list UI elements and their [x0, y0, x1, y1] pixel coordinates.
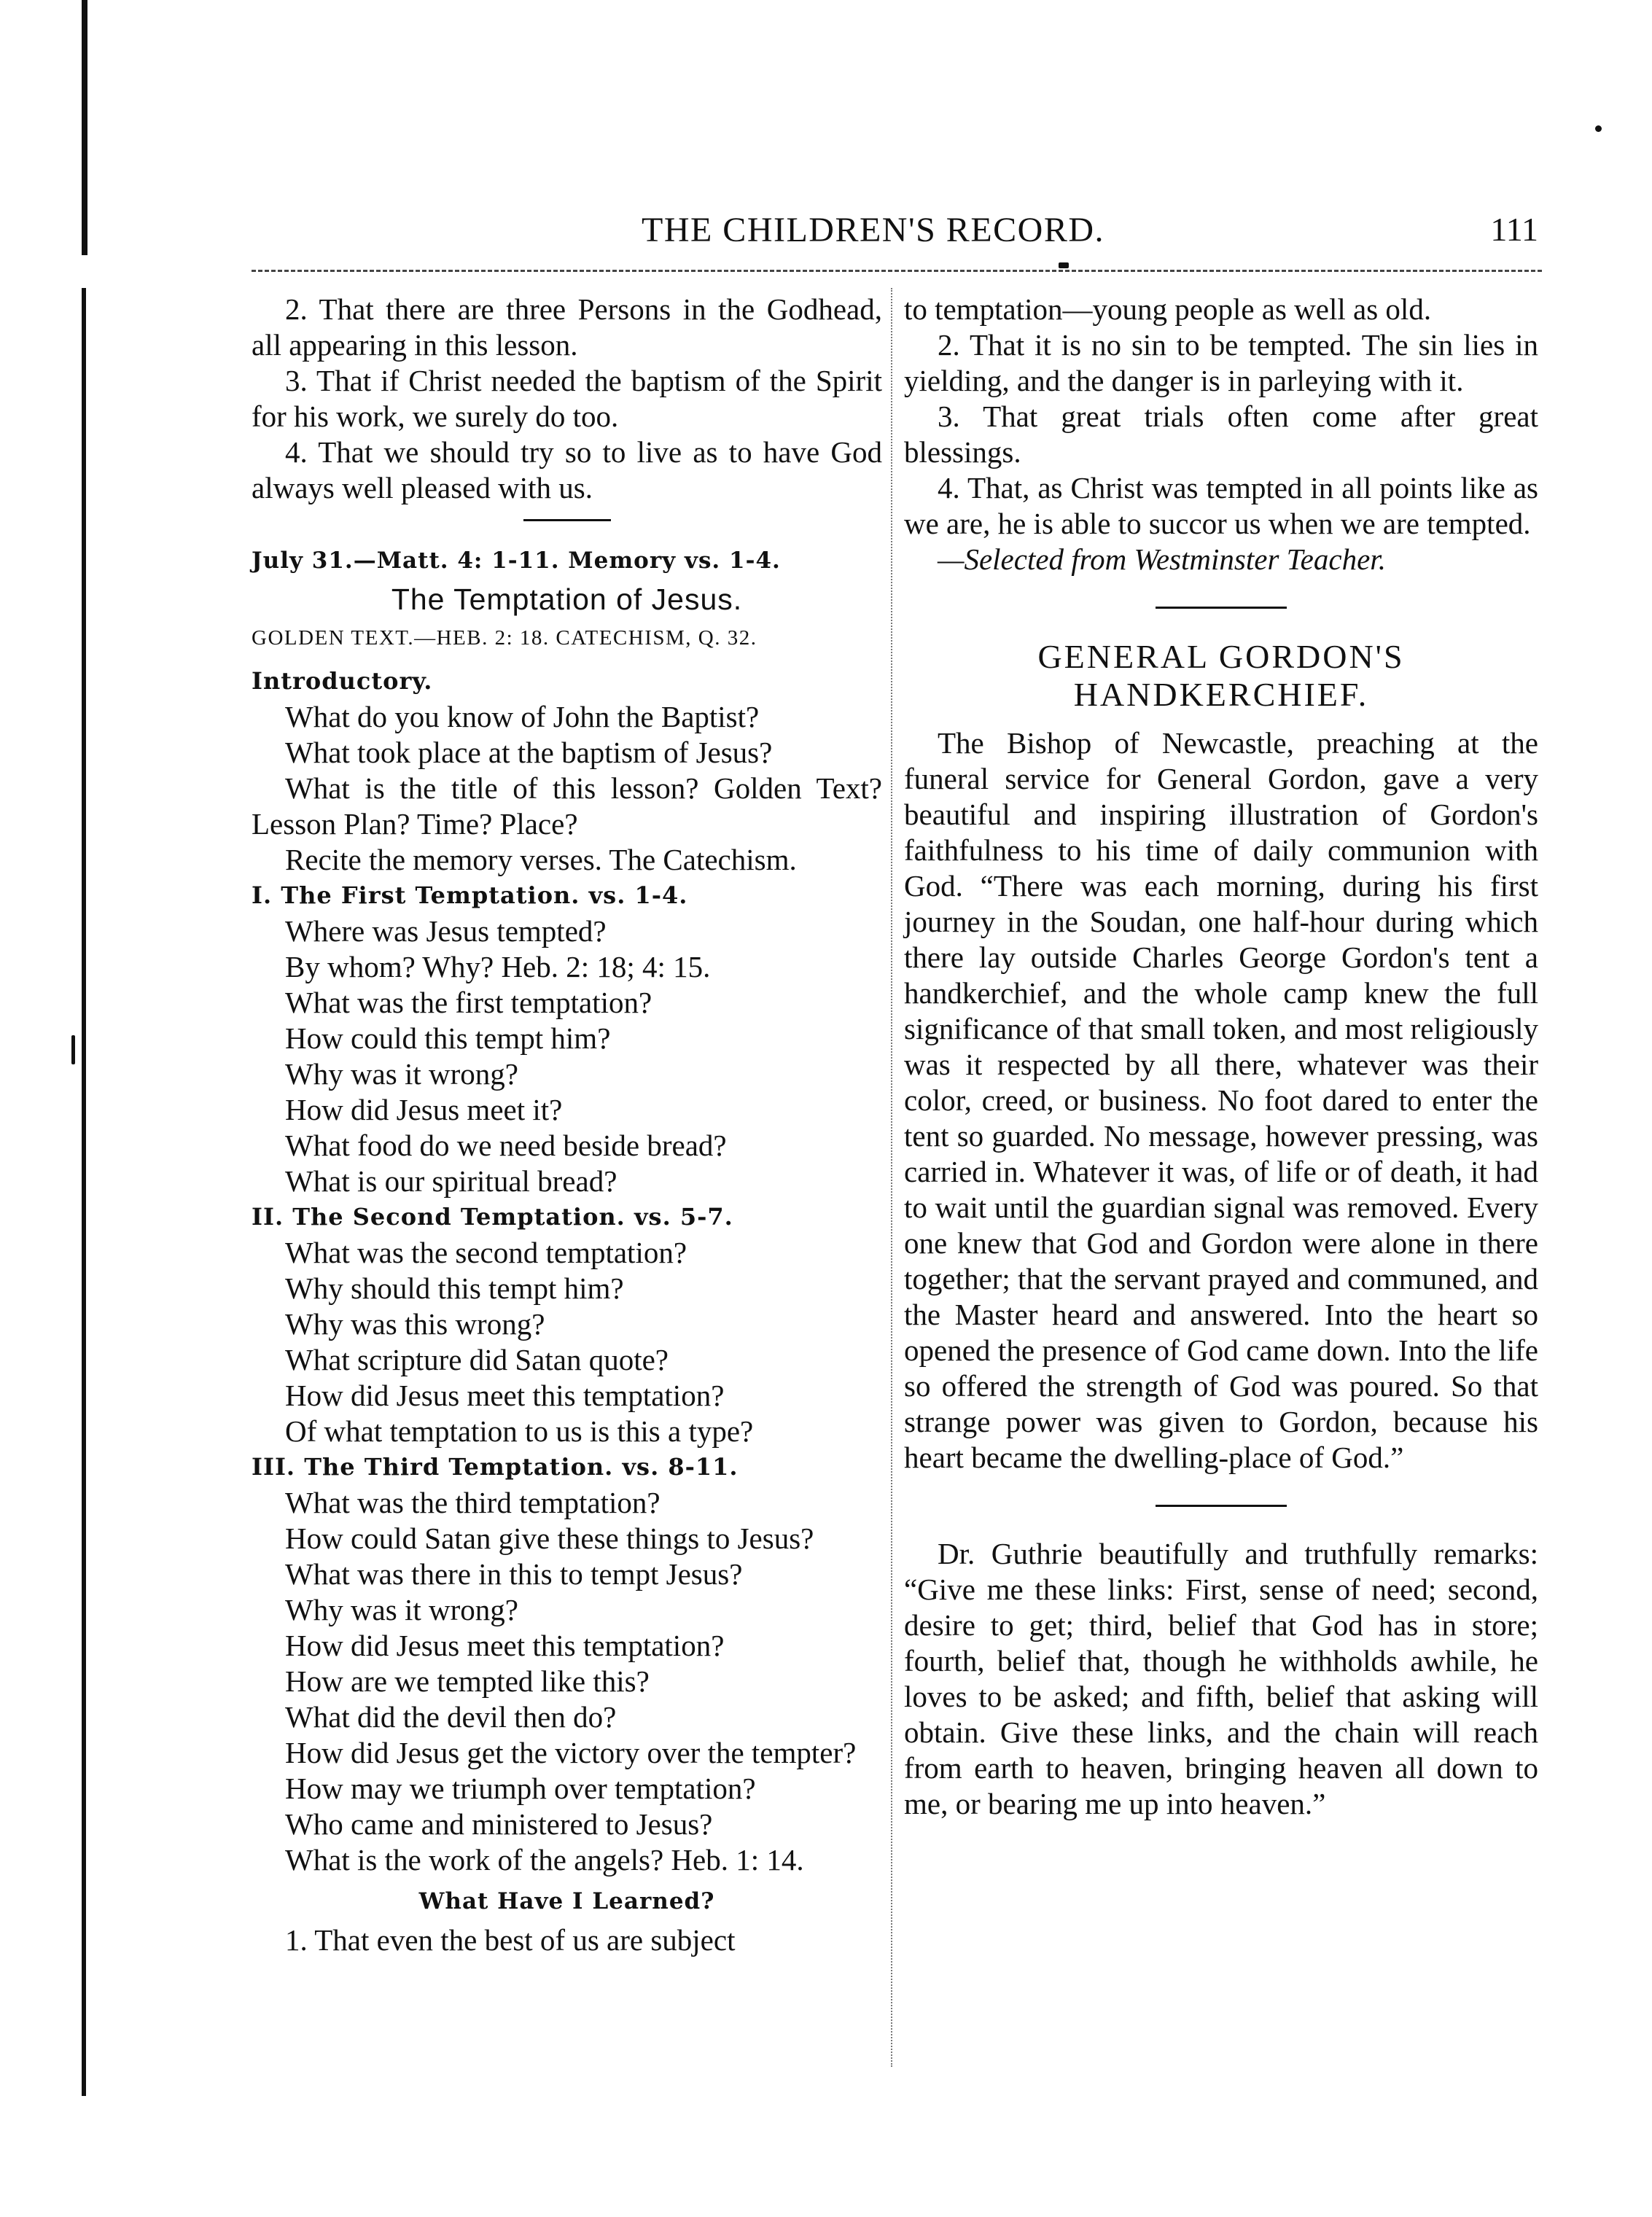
- left-column: [252, 292, 882, 1958]
- question: How may we triumph over temptation?: [285, 1772, 756, 1805]
- question: How could Satan give these things to Jesus?: [285, 1521, 814, 1555]
- learned-point-continued: to temptation—young people as well as old.: [904, 292, 1432, 326]
- section-heading: I. The First Temptation. vs. 1-4.: [252, 881, 688, 909]
- golden-text: GOLDEN TEXT.—HEB. 2: 18. CATECHISM, Q. 32.: [252, 626, 757, 650]
- scan-edge-mark: [82, 0, 87, 255]
- question: Who came and ministered to Jesus?: [285, 1807, 713, 1841]
- scan-edge-mark: [82, 288, 86, 2096]
- question: What was the third temptation?: [285, 1486, 661, 1519]
- scan-speck: [71, 1035, 75, 1064]
- question: What was there in this to tempt Jesus?: [285, 1557, 743, 1591]
- question: Why was it wrong?: [285, 1593, 518, 1626]
- question: What took place at the baptism of Jesus?: [285, 736, 773, 769]
- section-heading: III. The Third Temptation. vs. 8-11.: [252, 1453, 739, 1481]
- header-title: THE CHILDREN'S RECORD.: [642, 211, 1104, 249]
- introductory-heading: Introductory.: [252, 667, 433, 695]
- question: Why was this wrong?: [285, 1307, 545, 1341]
- learned-heading: What Have I Learned?: [418, 1888, 715, 1914]
- attribution: —Selected from Westminster Teacher.: [938, 542, 1386, 576]
- intro-point: 4. That we should try so to live as to have God always well pleased with us.: [252, 435, 882, 504]
- scan-speck: [1595, 125, 1602, 132]
- learned-point: 4. That, as Christ was tempted in all points like as we are, he is able to succor us when we are tempted.: [904, 471, 1538, 540]
- lesson-title: The Temptation of Jesus.: [391, 583, 743, 616]
- question: How did Jesus meet this temptation?: [285, 1629, 725, 1662]
- question: How did Jesus get the victory over the tempter?: [285, 1736, 857, 1769]
- page-number: 111: [1490, 211, 1538, 248]
- right-column: [904, 292, 1538, 1822]
- learned-point: 1. That even the best of us are subject: [285, 1923, 736, 1957]
- question: How did Jesus meet this temptation?: [285, 1379, 725, 1412]
- question: How did Jesus meet it?: [285, 1093, 563, 1126]
- guthrie-paragraph: Dr. Guthrie beautifully and truthfully remarks: “Give me these links: First, sense of need; second, desire to get; third, belief that God has in store; fourth, belief that, though he withholds awhile, he loves to be asked; and fifth, belief that asking will obtain. Give these links, and the chain will reach from earth to heaven, bringing heaven all down to me, or bearing me up into heaven.”: [904, 1537, 1538, 1820]
- running-header: [642, 210, 1538, 261]
- question: Recite the memory verses. The Catechism.: [285, 843, 797, 876]
- question: Of what temptation to us is this a type?: [285, 1414, 754, 1448]
- section-divider: [1156, 1505, 1287, 1507]
- learned-point: 3. That great trials often come after great blessings.: [904, 400, 1538, 469]
- question: What was the second temptation?: [285, 1236, 687, 1269]
- article-title: GENERAL GORDON'S HANDKERCHIEF.: [1037, 638, 1405, 713]
- section-divider: [1156, 607, 1287, 609]
- question: Why was it wrong?: [285, 1057, 518, 1091]
- question: What was the first temptation?: [285, 986, 652, 1019]
- intro-point: 2. That there are three Persons in the Godhead, all appearing in this lesson.: [252, 292, 882, 362]
- question: By whom? Why? Heb. 2: 18; 4: 15.: [285, 950, 711, 983]
- intro-point: 3. That if Christ needed the baptism of the Spirit for his work, we surely do too.: [252, 364, 882, 433]
- question: What is the title of this lesson? Golden Text? Lesson Plan? Time? Place?: [252, 771, 882, 841]
- question: What food do we need beside bread?: [285, 1129, 727, 1162]
- question: Where was Jesus tempted?: [285, 914, 607, 948]
- section-heading: II. The Second Temptation. vs. 5-7.: [252, 1203, 733, 1231]
- column-gutter: [891, 288, 892, 2067]
- lesson-reference: July 31.—Matt. 4: 1-11. Memory vs. 1-4.: [252, 548, 781, 574]
- section-divider: [523, 519, 611, 521]
- question: What is the work of the angels? Heb. 1: 14.: [285, 1843, 804, 1877]
- question: How could this tempt him?: [285, 1021, 611, 1055]
- question: What scripture did Satan quote?: [285, 1343, 669, 1376]
- question: Why should this tempt him?: [285, 1271, 624, 1305]
- article-body: The Bishop of Newcastle, preaching at the funeral service for General Gordon, gave a very beautiful and inspiring illustration of Gordon's faithfulness to his time of daily communion with God. “There was each morning, during his first journey in the Soudan, one half-hour during which there lay outside Charles George Gordon's tent a handkerchief, and the whole camp knew the full significance of that small token, and most religiously was it respected by all there, whatever was their color, creed, or business. No foot dared to enter the tent so guarded. No message, however pressing, was carried in. Whatever it was, of life or of death, it had to wait until the guardian signal was removed. Every one knew that God and Gordon were alone in there together; that the servant prayed and communed, and the Master heard and answered. Into the heart so opened the presence of God came down. Into the life so offered the strength of God was poured. So that strange power was given to Gordon, because his heart became the dwelling-place of God.”: [904, 726, 1538, 1474]
- scan-speck: [1059, 262, 1069, 268]
- header-rule: [252, 270, 1542, 272]
- question: What do you know of John the Baptist?: [285, 700, 760, 733]
- question: What did the devil then do?: [285, 1700, 617, 1734]
- learned-point: 2. That it is no sin to be tempted. The sin lies in yielding, and the danger is in parleying with it.: [904, 328, 1538, 397]
- question: How are we tempted like this?: [285, 1664, 650, 1698]
- question: What is our spiritual bread?: [285, 1164, 617, 1198]
